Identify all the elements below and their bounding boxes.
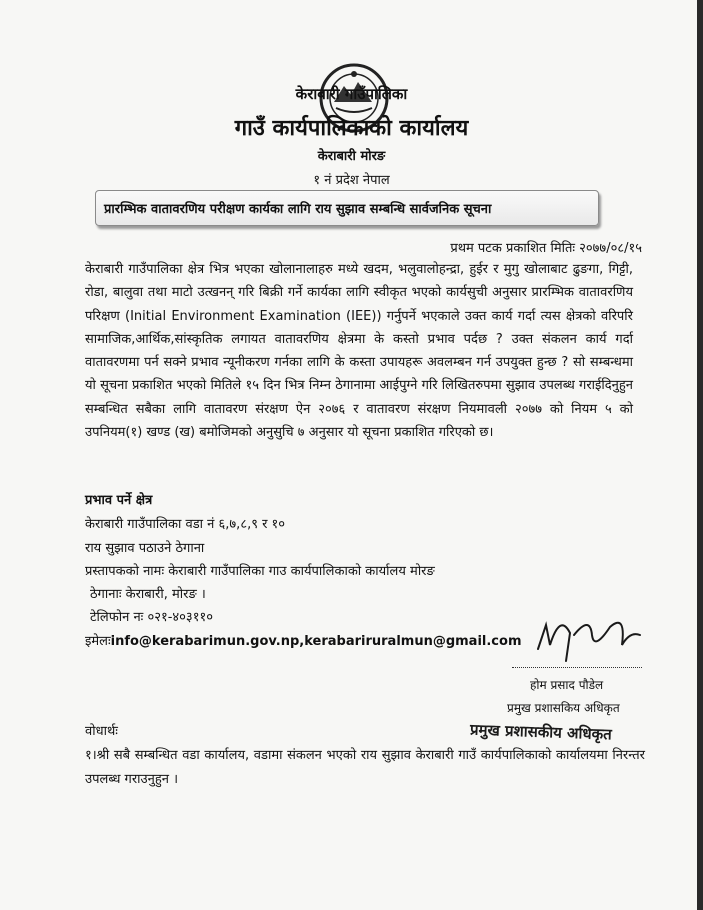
signature-line	[512, 667, 642, 668]
cc-label: वोधार्थः	[85, 724, 118, 739]
cc-text: १।श्री सबै सम्बन्धित वडा कार्यालय, वडामा संकलन भएको राय सुझाव केराबारी गाउँ कार्यपालिकाको कार्यालयमा निरन्तर उपलब्ध गराउनुहुन ।	[85, 748, 645, 787]
phone: टेलिफोन नः ०२१-४०३११०	[90, 610, 213, 625]
signatory-title: प्रमुख प्रशासकिय अधिकृत	[507, 701, 620, 715]
signature	[500, 605, 660, 675]
affected-area-label: प्रभाव पर्ने क्षेत्र	[85, 493, 153, 508]
designation-stamp: प्रमुख प्रशासकीय अधिकृत	[469, 720, 613, 744]
municipality-name: केराबारी गाउँपालिका	[295, 85, 408, 103]
email-label: इमेलः	[85, 634, 111, 649]
notice-title-box	[95, 190, 599, 226]
send-address-label: राय सुझाव पठाउने ठेगाना	[85, 541, 205, 556]
address: ठेगानाः केराबारी, मोरङ ।	[90, 587, 206, 602]
office-location: केराबारी मोरङ	[317, 149, 386, 164]
office-name: गाउँ कार्यपालिकाको कार्यालय	[234, 116, 469, 141]
email-address: info@kerabarimun.gov.np,kerabariruralmun@gmail.com	[110, 634, 522, 649]
notice-title: प्रारम्भिक वातावरणिय परीक्षण कार्यका लागि राय सुझाव सम्बन्धि सार्वजनिक सूचना	[104, 202, 492, 217]
province-name: १ नं प्रदेश नेपाल	[313, 173, 390, 188]
notice-body: केराबारी गाउँपालिका क्षेत्र भित्र भएका खोलानालाहरु मध्ये खदम, भलुवालोहन्द्रा, हुईर र मुगु खोलाबाट ढुङगा, गिट्टी, रोडा, बालुवा तथा माटो उत्खनन् गरि बिक्री गर्ने कार्यका लागि स्वीकृत भएको कार्यसुची अनुसार प्रारम्भिक वातावरणिय परिक्षण (Initial Environment Examination (IEE)) गर्नुपर्ने भएकाले उक्त कार्य गर्दा त्यस क्षेत्रको वरिपरि सामाजिक,आर्थिक,सांस्कृतिक लगायत वातावरणिय क्षेत्रमा के कस्तो प्रभाव पर्दछ ? उक्त संकलन कार्य गर्दा वातावरणमा पर्न सक्ने प्रभाव न्यूनीकरण गर्नका लागि के कस्ता उपायहरू अवलम्बन गर्न उपयुक्त हुन्छ ? सो सम्बन्धमा यो सूचना प्रकाशित भएको मितिले १५ दिन भित्र निम्न ठेगानामा आईपुग्ने गरि लिखितरुपमा सुझाव उपलब्ध गराईदिनुहुन सम्बन्धित सबैका लागि वातावरण संरक्षण ऐन २०७६ र वातावरण संरक्षण नियमावली २०७७ को नियम ५ को उपनियम(१) खण्ड (ख) बमोजिमको अनुसुचि ७ अनुसार यो सूचना प्रकाशित गरिएको छ।	[85, 262, 633, 441]
email-line	[85, 631, 522, 649]
proposer-name: प्रस्तापकको नामः केराबारी गाउँपालिका गाउ कार्यपालिकाको कार्यालय मोरङ	[85, 564, 435, 579]
publish-date: प्रथम पटक प्रकाशित मितिः २०७७/०८/१५	[450, 241, 642, 256]
affected-area: केराबारी गाउँपालिका वडा नं ६,७,८,९ र १०	[85, 517, 286, 532]
signatory-name: होम प्रसाद पौडेल	[530, 678, 604, 692]
